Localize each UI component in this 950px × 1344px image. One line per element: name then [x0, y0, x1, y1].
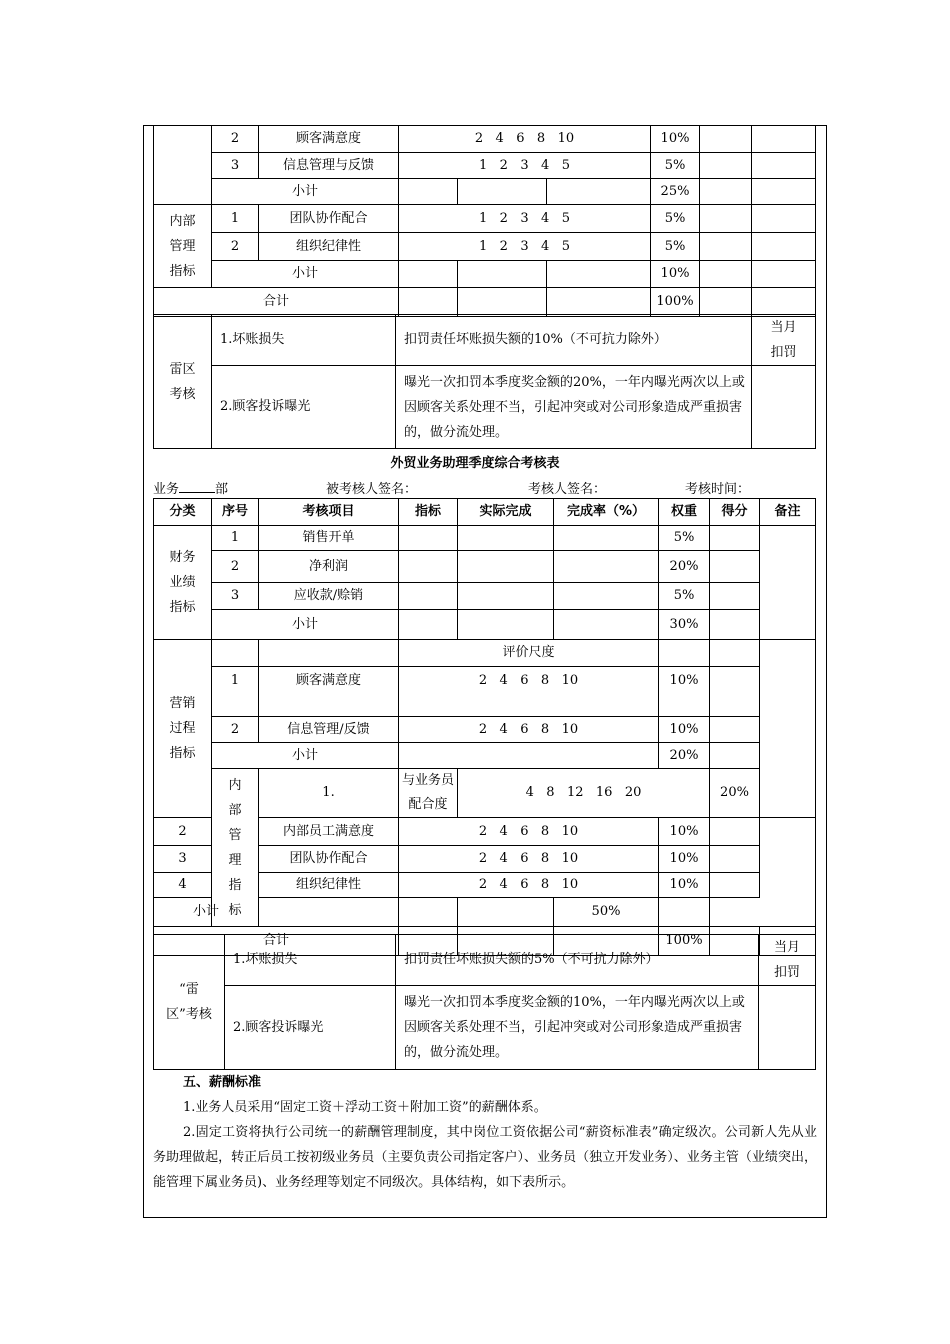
score-cell: [700, 126, 752, 153]
remark-cell: [752, 179, 816, 205]
row-weight: 5%: [659, 583, 710, 610]
row-scale: 1 2 3 4 5: [399, 233, 651, 261]
category-cell: [154, 126, 212, 205]
subtotal-weight: 50%: [554, 898, 659, 927]
row-number: 1.: [259, 769, 399, 818]
total-row: [154, 288, 816, 317]
remark-cell: [752, 288, 816, 317]
category-label: 财务业绩指标: [154, 526, 212, 640]
blank-cell: [259, 898, 399, 927]
table-row: [154, 526, 816, 551]
total-weight: 100%: [651, 288, 700, 317]
row-item: 与业务员配合度: [399, 769, 458, 818]
remark-cell: [752, 205, 816, 233]
header-rate: 完成率（%）: [554, 499, 659, 526]
blank-cell: [259, 640, 399, 667]
minefield-desc: 曝光一次扣罚本季度奖金额的10%，一年内曝光两次以上或因顾客关系处理不当，引起冲突或对公司形象造成严重损害的，做分流处理。: [396, 986, 759, 1070]
minefield-desc: 扣罚责任坏账损失额的5%（不可抗力除外）: [396, 935, 759, 986]
examiner-signature: 考核人签名：: [528, 482, 607, 497]
minefield-item: 2.顾客投诉曝光: [225, 986, 396, 1070]
header-item: 考核项目: [259, 499, 399, 526]
blank-cell: [458, 610, 554, 640]
row-item: 信息管理与反馈: [259, 153, 399, 179]
blank-cell: [399, 551, 458, 583]
row-item: 应收款/赊销: [259, 583, 399, 610]
remark-cell: [760, 640, 816, 818]
table-row: [154, 233, 816, 261]
remark-cell: [760, 526, 816, 640]
minefield-row: [154, 986, 816, 1070]
subtotal-label: 小计: [212, 179, 399, 205]
row-item: 团队协作配合: [259, 205, 399, 233]
row-number: 1: [212, 205, 259, 233]
subtotal-label: 小计: [212, 743, 399, 769]
blank-cell: [458, 583, 554, 610]
score-cell: [710, 526, 760, 551]
dept-suffix: 部: [215, 482, 229, 497]
row-weight: 5%: [651, 205, 700, 233]
table-row: [154, 205, 816, 233]
total-label: 合计: [154, 927, 399, 956]
row-item: 组织纪律性: [259, 233, 399, 261]
remark-cell: [752, 261, 816, 288]
row-number: 3: [154, 846, 212, 873]
row-number: 2: [154, 818, 212, 846]
subtotal-weight: 20%: [659, 743, 710, 769]
minefield-desc: 扣罚责任坏账损失额的10%（不可抗力除外）: [396, 315, 752, 366]
remark-cell: [752, 126, 816, 153]
blank-cell: [399, 743, 659, 769]
row-number: 3: [212, 583, 259, 610]
minefield-desc: 曝光一次扣罚本季度奖金额的20%，一年内曝光两次以上或因顾客关系处理不当，引起冲突或对公司形象造成严重损害的，做分流处理。: [396, 366, 752, 449]
row-scale: 1 2 3 4 5: [399, 153, 651, 179]
row-item: 团队协作配合: [259, 846, 399, 873]
subtotal-label: 小计: [212, 261, 399, 288]
minefield-item: 1.坏账损失: [212, 315, 396, 366]
row-scale: 2 4 6 8 10: [399, 846, 659, 873]
blank-cell: [458, 288, 547, 317]
row-weight: 10%: [651, 126, 700, 153]
score-cell: [659, 898, 710, 927]
row-weight: 20%: [659, 551, 710, 583]
row-weight: 10%: [659, 818, 710, 846]
row-scale: 2 4 6 8 10: [399, 873, 659, 898]
row-number: 2: [212, 126, 259, 153]
blank-cell: [399, 583, 458, 610]
row-scale: 2 4 6 8 10: [399, 126, 651, 153]
row-weight: 5%: [659, 526, 710, 551]
header-row: [154, 499, 816, 526]
row-number: 1: [212, 667, 259, 717]
row-scale: 2 4 6 8 10: [399, 717, 659, 743]
row-number: 2: [212, 551, 259, 583]
header-number: 序号: [212, 499, 259, 526]
minefield-row: [154, 935, 816, 986]
table-row: [154, 717, 816, 743]
subtotal-row: [154, 261, 816, 288]
minefield-item: 2.顾客投诉曝光: [212, 366, 396, 449]
blank-cell: [399, 261, 458, 288]
score-cell: [700, 261, 752, 288]
score-cell: [700, 179, 752, 205]
assessment-time: 考核时间：: [685, 482, 751, 497]
category-label: 内部管理指标: [212, 769, 259, 927]
minefield-category: “雷区”考核: [154, 935, 225, 1070]
blank-cell: [212, 640, 259, 667]
minefield-note: [759, 986, 816, 1070]
header-remark: 备注: [760, 499, 816, 526]
score-cell: [710, 610, 760, 640]
score-cell: [710, 873, 760, 898]
score-cell: [710, 583, 760, 610]
subtotal-weight: 25%: [651, 179, 700, 205]
minefield-item: 1.坏账损失: [225, 935, 396, 986]
header-weight: 权重: [659, 499, 710, 526]
row-number: 2: [212, 717, 259, 743]
blank-cell: [547, 179, 651, 205]
section-title: 五、薪酬标准: [183, 1075, 262, 1090]
blank-cell: [458, 526, 554, 551]
blank-cell: [458, 898, 554, 927]
minefield-note: [752, 366, 816, 449]
row-item: 顾客满意度: [259, 667, 399, 717]
examinee-signature: 被考核人签名：: [326, 482, 418, 497]
subtotal-weight: 30%: [659, 610, 710, 640]
row-scale: 4 8 12 16 20: [458, 769, 710, 818]
score-cell: [710, 743, 760, 769]
row-number: 3: [212, 153, 259, 179]
row-weight: 10%: [659, 667, 710, 717]
subtotal-row: [154, 179, 816, 205]
row-weight: 10%: [659, 873, 710, 898]
header-score: 得分: [710, 499, 760, 526]
score-cell: [700, 288, 752, 317]
subtotal-row: [154, 898, 816, 927]
blank-cell: [399, 179, 458, 205]
total-weight: 100%: [659, 927, 710, 956]
blank-cell: [554, 610, 659, 640]
blank-cell: [659, 640, 710, 667]
blank-cell: [399, 898, 458, 927]
paragraph-1: 1.业务人员采用“固定工资＋浮动工资＋附加工资”的薪酬体系。: [183, 1100, 547, 1115]
dept-blank[interactable]: [179, 480, 215, 493]
blank-cell: [458, 261, 547, 288]
subtotal-row: [154, 610, 816, 640]
row-item: 组织纪律性: [259, 873, 399, 898]
row-number: 4: [154, 873, 212, 898]
top-minefield-table: [153, 314, 816, 449]
assessment-table: [153, 498, 816, 956]
dept-field: [153, 478, 228, 497]
blank-cell: [399, 610, 458, 640]
score-cell: [700, 205, 752, 233]
blank-cell: [399, 288, 458, 317]
blank-cell: [547, 288, 651, 317]
header-actual: 实际完成: [458, 499, 554, 526]
row-item: 顾客满意度: [259, 126, 399, 153]
score-cell: [710, 717, 760, 743]
row-weight: 5%: [651, 233, 700, 261]
top-table: [153, 125, 816, 317]
header-target: 指标: [399, 499, 458, 526]
minefield-row: [154, 366, 816, 449]
subtotal-row: [154, 743, 816, 769]
subtotal-label: 小计: [154, 898, 259, 927]
blank-cell: [710, 640, 760, 667]
section-heading: [183, 1070, 783, 1095]
category-label: 营销过程指标: [154, 640, 212, 818]
row-item: 信息管理/反馈: [259, 717, 399, 743]
table-row: [154, 769, 816, 818]
scale-header-row: [154, 640, 816, 667]
table-row: [154, 153, 816, 179]
row-scale: 2 4 6 8 10: [399, 667, 659, 717]
table-row: [154, 583, 816, 610]
subtotal-weight: 10%: [651, 261, 700, 288]
minefield-note: 当月扣罚: [752, 315, 816, 366]
form-title: 外贸业务助理季度综合考核表: [390, 456, 560, 471]
blank-cell: [458, 179, 547, 205]
blank-cell: [458, 551, 554, 583]
row-weight: 10%: [659, 846, 710, 873]
remark-cell: [752, 233, 816, 261]
minefield-row: [154, 315, 816, 366]
blank-cell: [399, 526, 458, 551]
score-cell: [710, 818, 760, 846]
minefield-table: [153, 934, 816, 1070]
blank-cell: [554, 526, 659, 551]
blank-cell: [554, 583, 659, 610]
table-row: [154, 551, 816, 583]
score-cell: [710, 846, 760, 873]
table-row: [154, 667, 816, 717]
scale-header: 评价尺度: [399, 640, 659, 667]
row-scale: 2 4 6 8 10: [399, 818, 659, 846]
header-category: 分类: [154, 499, 212, 526]
dept-prefix: 业务: [153, 482, 180, 497]
row-weight: 10%: [659, 717, 710, 743]
minefield-category: 雷区考核: [154, 315, 212, 449]
table-row: [154, 126, 816, 153]
score-cell: [700, 153, 752, 179]
row-number: 2: [212, 233, 259, 261]
row-item: 净利润: [259, 551, 399, 583]
row-scale: 1 2 3 4 5: [399, 205, 651, 233]
subtotal-label: 小计: [212, 610, 399, 640]
row-weight: 5%: [651, 153, 700, 179]
row-item: 内部员工满意度: [259, 818, 399, 846]
row-item: 销售开单: [259, 526, 399, 551]
blank-cell: [547, 261, 651, 288]
minefield-note: 当月扣罚: [759, 935, 816, 986]
total-label: 合计: [154, 288, 399, 317]
blank-cell: [554, 551, 659, 583]
paragraph-2: 2.固定工资将执行公司统一的薪酬管理制度，其中岗位工资依据公司“薪资标准表”确定级次。公司新人先从业务助理做起，转正后员工按初级业务员（主要负责公司指定客户）、业务员（独立开发业务）、业务主管（业绩突出，能管理下属业务员)、业务经理等划定不同级次。具体结构，如下表所示。: [153, 1125, 817, 1190]
row-number: 1: [212, 526, 259, 551]
category-label: 内部管理指标: [154, 205, 212, 288]
score-cell: [710, 551, 760, 583]
score-cell: [700, 233, 752, 261]
remark-cell: [752, 153, 816, 179]
row-weight: 20%: [710, 769, 760, 818]
score-cell: [710, 667, 760, 717]
